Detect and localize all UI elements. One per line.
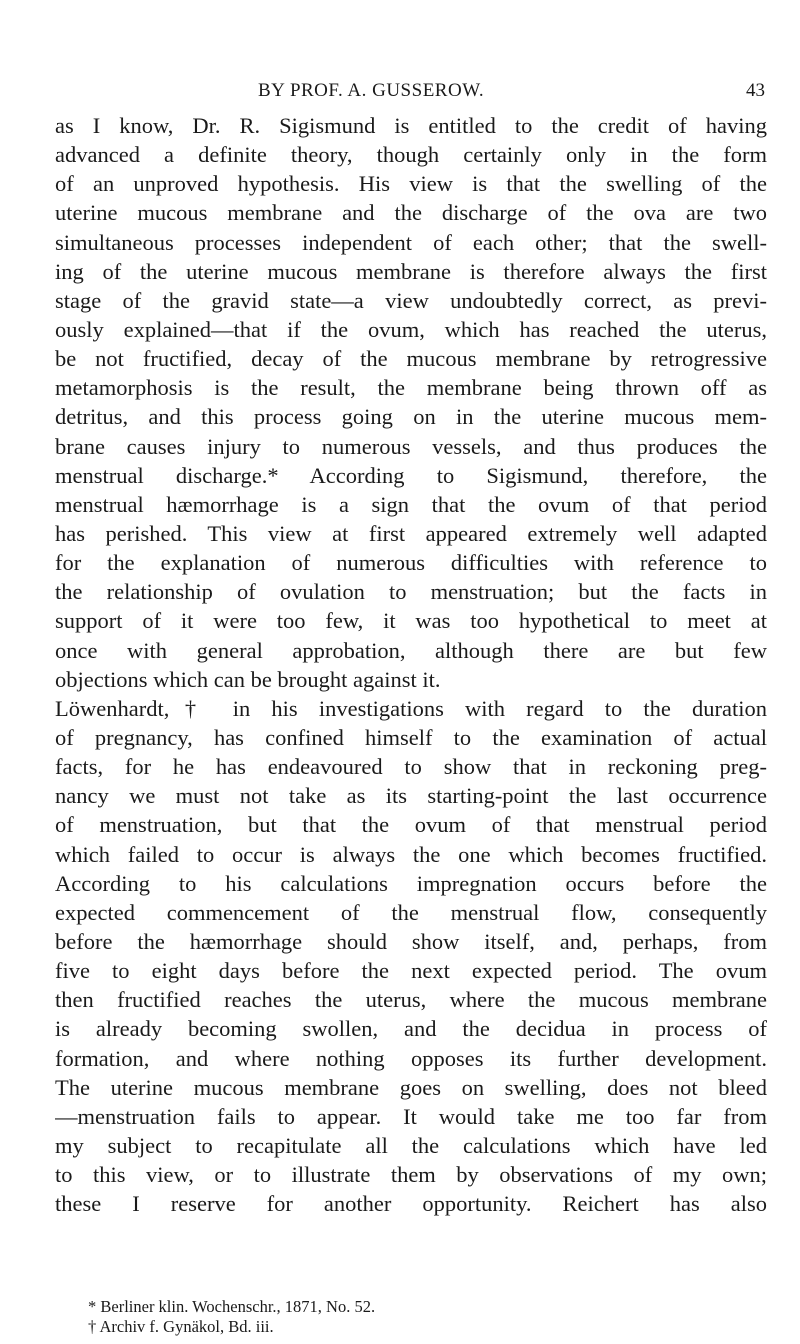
- text-line: ously explained—that if the ovum, which has reached the uterus,: [55, 316, 767, 342]
- body-text: [55, 111, 767, 1218]
- text-line: —menstruation fails to appear. It would take me too far from: [55, 1103, 767, 1129]
- footnote: † Archiv f. Gynäkol, Bd. iii.: [88, 1317, 274, 1336]
- text-line: The uterine mucous membrane goes on swelling, does not bleed: [55, 1074, 767, 1100]
- text-line: detritus, and this process going on in the uterine mucous mem-: [55, 404, 767, 430]
- text-line: of pregnancy, has confined himself to the examination of actual: [55, 724, 767, 750]
- text-line: of an unproved hypothesis. His view is that the swelling of the: [55, 171, 767, 197]
- text-line: then fructified reaches the uterus, where the mucous membrane: [55, 987, 767, 1013]
- text-line: these I reserve for another opportunity. Reichert has also: [55, 1191, 767, 1217]
- text-line: simultaneous processes independent of each other; that the swell-: [55, 229, 767, 255]
- footnotes: [88, 1297, 728, 1337]
- text-line: nancy we must not take as its starting-point the last occurrence: [55, 783, 767, 809]
- text-line: formation, and where nothing opposes its further development.: [55, 1045, 767, 1071]
- text-line: to this view, or to illustrate them by observations of my own;: [55, 1162, 767, 1188]
- text-line: metamorphosis is the result, the membrane being thrown off as: [55, 375, 767, 401]
- text-line: be not fructified, decay of the mucous membrane by retrogressive: [55, 346, 767, 372]
- text-line: According to his calculations impregnation occurs before the: [55, 870, 767, 896]
- text-line: for the explanation of numerous difficulties with reference to: [55, 550, 767, 576]
- text-line: which failed to occur is always the one which becomes fructified.: [55, 841, 767, 867]
- text-line: my subject to recapitulate all the calculations which have led: [55, 1132, 767, 1158]
- text-line: expected commencement of the menstrual flow, consequently: [55, 899, 767, 925]
- text-line: the relationship of ovulation to menstruation; but the facts in: [55, 579, 767, 605]
- footnote: * Berliner klin. Wochenschr., 1871, No. 52.: [88, 1297, 376, 1316]
- text-line: Löwenhardt,† in his investigations with regard to the duration: [55, 695, 767, 721]
- text-line: support of it were too few, it was too hypothetical to meet at: [55, 608, 767, 634]
- text-line: once with general approbation, although there are but few: [55, 637, 767, 663]
- text-line: has perished. This view at first appeared extremely well adapted: [55, 520, 767, 546]
- text-line: ing of the uterine mucous membrane is therefore always the first: [55, 258, 767, 284]
- text-line: facts, for he has endeavoured to show that in reckoning preg-: [55, 754, 767, 780]
- text-line: as I know, Dr. R. Sigismund is entitled to the credit of having: [55, 113, 767, 138]
- text-line: five to eight days before the next expected period. The ovum: [55, 958, 767, 984]
- text-line: menstrual discharge.* According to Sigismund, therefore, the: [55, 462, 767, 488]
- page-number: 43: [746, 80, 765, 101]
- text-line: objections which can be brought against it.: [55, 666, 441, 692]
- text-line: of menstruation, but that the ovum of that menstrual period: [55, 812, 767, 838]
- text-line: advanced a definite theory, though certainly only in the form: [55, 142, 767, 168]
- text-line: stage of the gravid state—a view undoubtedly correct, as previ-: [55, 287, 767, 313]
- text-line: before the hæmorrhage should show itself, and, perhaps, from: [55, 928, 767, 954]
- text-line: menstrual hæmorrhage is a sign that the ovum of that period: [55, 491, 767, 517]
- running-title: BY PROF. A. GUSSEROW.: [258, 80, 485, 101]
- text-line: brane causes injury to numerous vessels, and thus produces the: [55, 433, 767, 459]
- text-line: is already becoming swollen, and the decidua in process of: [55, 1016, 767, 1042]
- text-line: uterine mucous membrane and the discharge of the ova are two: [55, 200, 767, 226]
